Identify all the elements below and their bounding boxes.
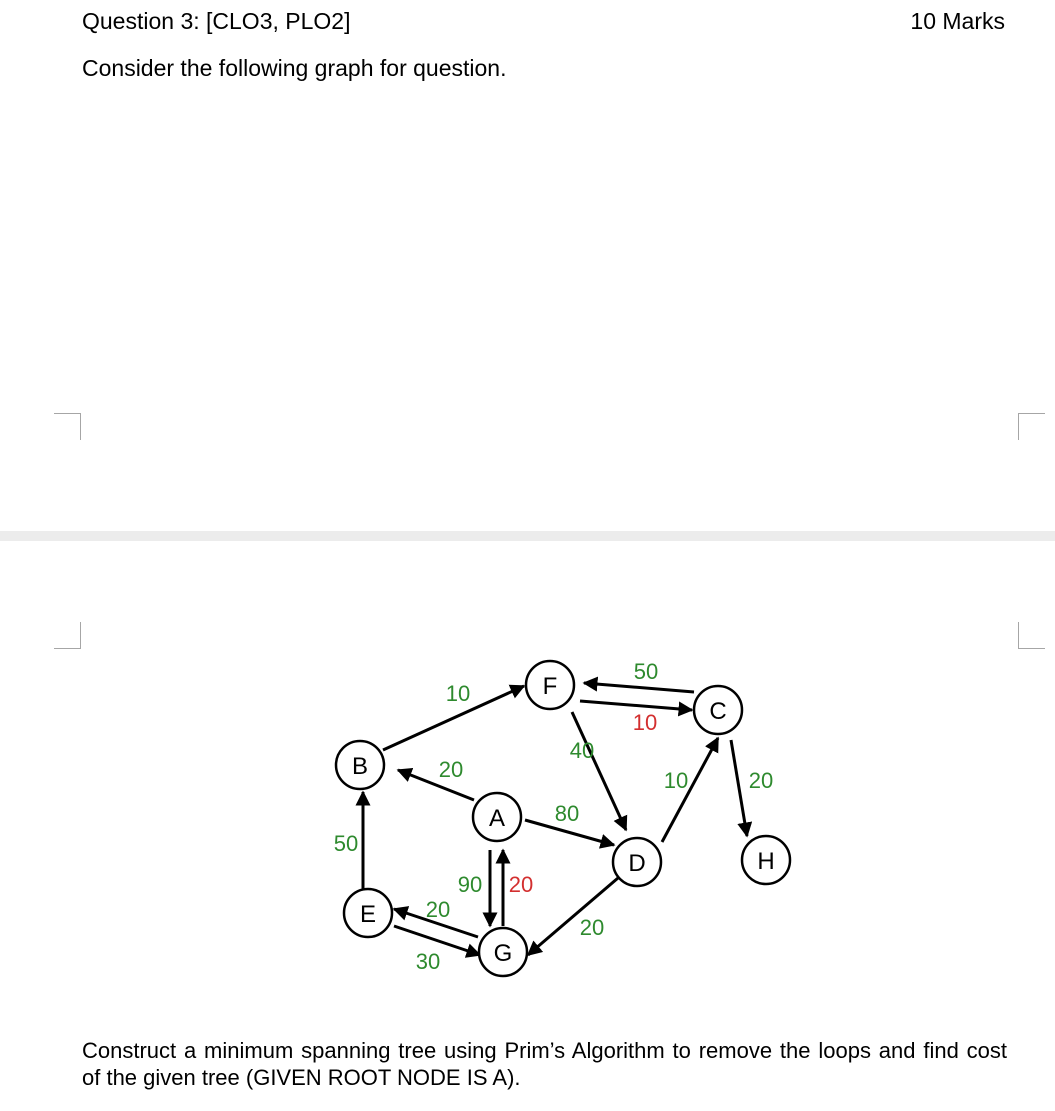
weight-a-b: 20 bbox=[438, 757, 464, 782]
edge-f-c bbox=[580, 701, 692, 710]
weight-a-g: 90 bbox=[457, 872, 483, 897]
weight-d-g: 20 bbox=[579, 915, 605, 940]
weight-g-e: 20 bbox=[425, 897, 451, 922]
weight-c-f: 50 bbox=[633, 659, 659, 684]
crop-mark-top-right bbox=[1018, 413, 1045, 440]
edge-c-f bbox=[584, 683, 694, 692]
crop-mark-bottom-right bbox=[1018, 622, 1045, 649]
node-label-e: E bbox=[359, 901, 377, 928]
node-label-c: C bbox=[709, 698, 727, 725]
weight-g-a: 20 bbox=[508, 872, 534, 897]
node-label-b: B bbox=[351, 753, 369, 780]
edge-d-g bbox=[528, 878, 618, 955]
weight-a-d: 80 bbox=[554, 801, 580, 826]
node-label-g: G bbox=[493, 940, 513, 967]
weight-e-b: 50 bbox=[333, 831, 359, 856]
node-label-f: F bbox=[542, 673, 558, 700]
question-instruction: Construct a minimum spanning tree using Prim’s Algorithm to remove the loops and find cost of the given tree (GIVEN ROOT NODE IS A). bbox=[82, 1038, 1007, 1090]
question-title: Question 3: [CLO3, PLO2] bbox=[82, 8, 351, 34]
weight-d-c: 10 bbox=[663, 768, 689, 793]
node-label-a: A bbox=[488, 805, 506, 832]
edge-f-d bbox=[569, 712, 626, 830]
weight-b-f: 10 bbox=[445, 681, 471, 706]
crop-mark-top-left bbox=[54, 413, 81, 440]
node-label-h: H bbox=[757, 848, 775, 875]
edge-c-h bbox=[731, 740, 747, 836]
question-intro: Consider the following graph for question. bbox=[82, 55, 507, 81]
weight-f-c: 10 bbox=[632, 710, 658, 735]
weight-f-d: 40 bbox=[569, 738, 595, 763]
graph-figure bbox=[320, 650, 810, 980]
node-label-d: D bbox=[628, 850, 646, 877]
marks-label: 10 Marks bbox=[910, 8, 1005, 34]
crop-mark-bottom-left bbox=[54, 622, 81, 649]
weight-e-g: 30 bbox=[415, 949, 441, 974]
page-break bbox=[0, 531, 1055, 541]
weight-c-h: 20 bbox=[748, 768, 774, 793]
